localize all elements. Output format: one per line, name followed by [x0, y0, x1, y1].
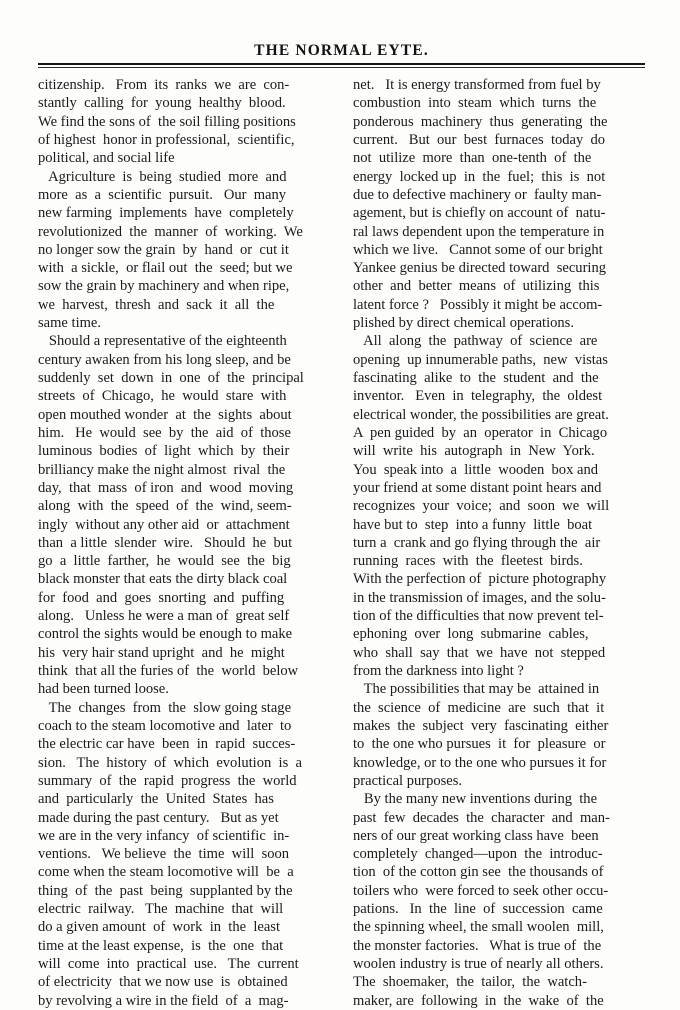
text-line: sow the grain by machinery and when ripe, [38, 278, 290, 295]
header-rule [38, 63, 645, 68]
paragraph [38, 332, 330, 698]
text-line: electric railway. The machine that will [38, 901, 284, 918]
text-line: turn a crank and go flying through the air [353, 534, 601, 551]
text-line: the spinning wheel, the small woolen mill, [353, 919, 604, 936]
text-line: ventions. We believe the time will soon [38, 846, 290, 863]
text-line: day, that mass of iron and wood moving [38, 479, 294, 496]
paragraph [353, 680, 645, 790]
text-line: had been turned loose. [38, 681, 169, 698]
running-head [38, 42, 645, 59]
text-line: current. But our best furnaces today do [353, 131, 606, 148]
text-line: political, and social life [38, 150, 175, 167]
text-line: citizenship. From its ranks we are con- [38, 77, 290, 93]
text-line: will write his autograph in New York. [353, 443, 595, 460]
paragraph [353, 76, 645, 332]
text-line: no longer sow the grain by hand or cut it [38, 241, 289, 258]
text-line: of electricity that we now use is obtained [38, 974, 288, 991]
text-line: go a little farther, he would see the big [38, 553, 291, 570]
text-line: tion of the difficulties that now prevent tel- [353, 608, 604, 625]
text-line: coach to the steam locomotive and later to [38, 717, 292, 734]
text-line: due to defective machinery or faulty man- [353, 186, 602, 203]
text-line: we are in the very infancy of scientific in- [38, 827, 290, 844]
text-line: the electric car have been in rapid succes- [38, 736, 296, 753]
text-line: combustion into steam which turns the [353, 95, 597, 112]
text-line: than a little slender wire. Should he but [38, 534, 293, 551]
text-line: brilliancy make the night almost rival the [38, 461, 286, 478]
text-line: to the one who pursues it for pleasure or [353, 736, 606, 753]
text-line: summary of the rapid progress the world [38, 772, 297, 789]
text-line: thing of the past being supplanted by the [38, 882, 293, 899]
paragraph [38, 699, 330, 1010]
text-line: do a given amount of work in the least [38, 919, 280, 936]
text-line: inventor. Even in telegraphy, the oldest [353, 388, 603, 405]
text-line: your friend at some distant point hears and [353, 479, 602, 496]
text-line: century awaken from his long sleep, and be [38, 351, 291, 368]
paragraph [38, 168, 330, 333]
text-line: woolen industry is true of nearly all others. [353, 956, 604, 972]
text-line: You speak into a little wooden box and [353, 461, 598, 478]
text-line: who shall say that we have not stepped [353, 644, 606, 661]
text-line: ral laws dependent upon the temperature in [353, 223, 605, 240]
text-line: and particularly the United States has [38, 791, 274, 808]
text-line: plished by direct chemical operations. [353, 315, 574, 332]
text-line: new farming implements have completely [38, 205, 294, 222]
text-line: suddenly set down in one of the principal [38, 370, 304, 386]
text-line: black monster that eats the dirty black coal [38, 571, 288, 588]
text-line: energy locked up in the fuel; this is not [353, 168, 606, 185]
text-line: will come into practical use. The current [38, 956, 299, 972]
text-line: open mouthed wonder at the sights about [38, 406, 292, 423]
text-line: By the many new inventions during the [353, 791, 598, 808]
text-line: Agriculture is being studied more and [38, 168, 287, 185]
text-line: past few decades the character and man- [353, 809, 610, 826]
body-columns [38, 76, 645, 1010]
text-line: makes the subject very fascinating either [353, 717, 609, 734]
text-line: opening up innumerable paths, new vistas [353, 351, 608, 368]
text-line: the science of medicine are such that it [353, 699, 605, 716]
text-line: time at the least expense, is the one that [38, 937, 284, 954]
text-line: recognizes your voice; and soon we will [353, 498, 610, 515]
text-line: toilers who were forced to seek other occu- [353, 882, 609, 899]
text-line: by revolving a wire in the field of a mag- [38, 992, 289, 1009]
text-line: running races with the fleetest birds. [353, 553, 583, 570]
text-line: fascinating alike to the student and the [353, 370, 599, 386]
text-line: revolutionized the manner of working. We [38, 223, 303, 240]
text-line: we harvest, thresh and sack it all the [38, 296, 275, 313]
text-line: The changes from the slow going stage [38, 699, 292, 716]
text-line: Yankee genius be directed toward securing [353, 260, 607, 277]
text-line: the monster factories. What is true of the [353, 937, 602, 954]
text-line: A pen guided by an operator in Chicago [353, 424, 608, 441]
text-line: with a sickle, or flail out the seed; but we [38, 260, 293, 277]
text-line: latent force ? Possibly it might be accom- [353, 296, 603, 313]
text-line: along. Unless he were a man of great self [38, 608, 290, 625]
paragraph [353, 790, 645, 1010]
text-line: control the sights would be enough to make [38, 626, 293, 643]
text-line: ingly without any other aid or attachment [38, 516, 290, 533]
text-column-left [38, 76, 330, 1010]
text-line: other and better means of utilizing this [353, 278, 600, 295]
paragraph [353, 332, 645, 680]
text-line: more as a scientific pursuit. Our many [38, 186, 287, 203]
text-line: luminous bodies of light which by their [38, 443, 290, 460]
text-line: in the transmission of images, and the solu- [353, 589, 606, 606]
text-line: pations. In the line of succession came [353, 901, 603, 918]
text-line: practical purposes. [353, 772, 463, 789]
text-line: The possibilities that may be attained in [353, 681, 600, 698]
text-line: for food and goes snorting and puffing [38, 589, 285, 606]
header-rule-thin [38, 67, 645, 68]
paragraph [38, 76, 330, 168]
text-column-right [353, 76, 645, 1010]
text-line: ephoning over long submarine cables, [353, 626, 589, 643]
text-line: think that all the furies of the world below [38, 663, 299, 679]
text-line: made during the past century. But as yet [38, 809, 279, 826]
text-line: come when the steam locomotive will be a [38, 864, 294, 881]
publication-title: THE NORMAL EYTE. [254, 42, 429, 59]
text-line: stantly calling for young healthy blood. [38, 95, 286, 112]
text-line: ponderous machinery thus generating the [353, 113, 608, 130]
text-line: of highest honor in professional, scientific, [38, 131, 295, 148]
text-line: sion. The history of which evolution is a [38, 754, 302, 771]
text-line: agement, but is chiefly on account of natu- [353, 205, 606, 222]
text-line: net. It is energy transformed from fuel by [353, 77, 601, 93]
text-line: from the darkness into light ? [353, 663, 524, 679]
text-line: completely changed—upon the introduc- [353, 846, 603, 863]
text-line: Should a representative of the eighteenth [38, 333, 287, 350]
text-line: maker, are following in the wake of the [353, 992, 604, 1009]
text-line: knowledge, or to the one who pursues it for [353, 754, 607, 771]
text-line: along with the speed of the wind, seem- [38, 498, 292, 515]
text-line: have but to step into a funny little boat [353, 516, 593, 533]
text-line: his very hair stand upright and he might [38, 644, 285, 661]
text-line: With the perfection of picture photography [353, 571, 607, 588]
text-line: streets of Chicago, he would stare with [38, 388, 287, 405]
text-line: tion of the cotton gin see the thousands of [353, 864, 604, 881]
text-line: not utilize more than one-tenth of the [353, 150, 592, 167]
text-line: We find the sons of the soil filling positions [38, 113, 296, 130]
text-line: same time. [38, 315, 102, 332]
text-line: The shoemaker, the tailor, the watch- [353, 974, 587, 991]
text-line: electrical wonder, the possibilities are great. [353, 406, 609, 423]
text-line: which we live. Cannot some of our bright [353, 241, 603, 258]
text-line: him. He would see by the aid of those [38, 424, 291, 441]
text-line: ners of our great working class have been [353, 827, 599, 844]
text-line: All along the pathway of science are [353, 333, 598, 350]
